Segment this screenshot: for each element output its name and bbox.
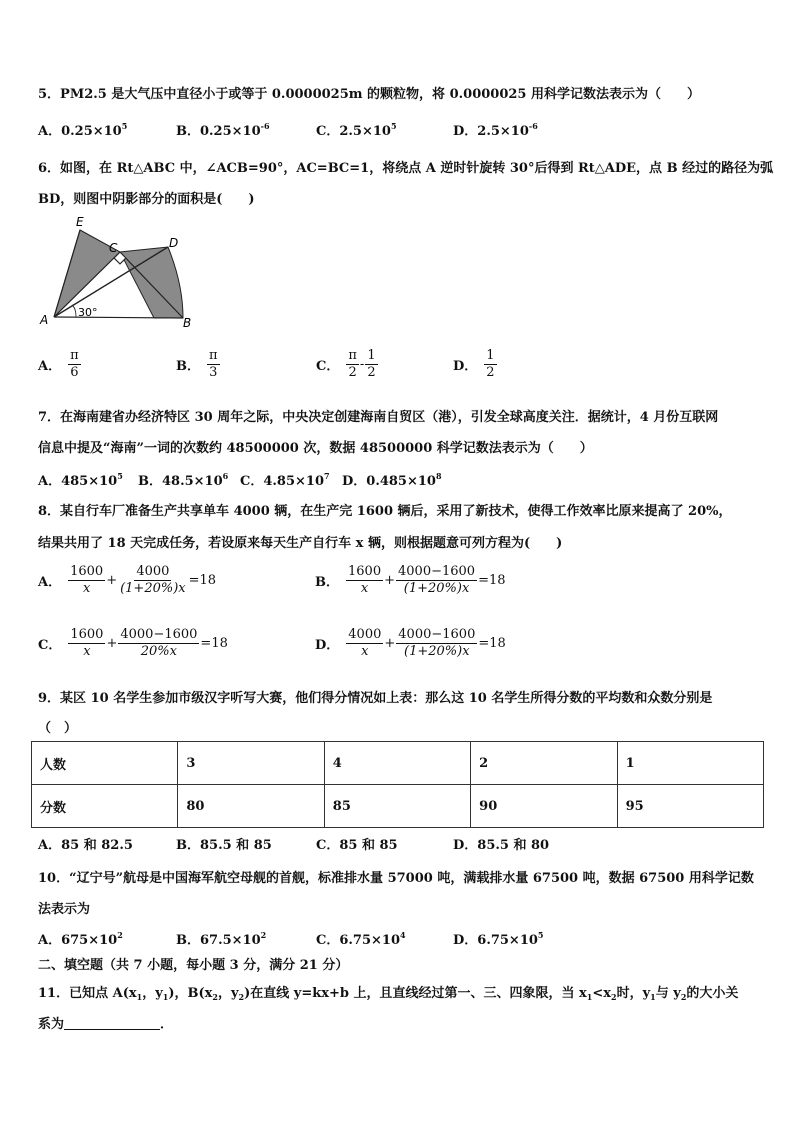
label-angle: 30° — [78, 306, 98, 319]
q6-option-b[interactable]: B． $\frac{\pi}{3}$ — [176, 348, 218, 381]
table-row — [32, 742, 764, 785]
q8-option-d[interactable]: D． $\frac{4000}{x}$ + $\frac{4000-1600}{(1+20\%)x}$ =18 — [315, 627, 506, 660]
q5-option-d[interactable]: D．$2.5\times 10^{-6}$ — [453, 121, 538, 139]
answer-blank[interactable] — [64, 1017, 160, 1030]
q11-stem-line2: 系为 ． — [38, 1017, 174, 1032]
table-cell: 85 — [324, 785, 470, 828]
q8-stem-line1: 8．某自行车厂准备生产共享单车 4000 辆，在生产完 1600 辆后，采用了新技术，使得工作效率比原来提高了 20%， — [38, 504, 732, 519]
q5-stem: 5．PM2.5 是大气压中直径小于或等于 0.0000025m 的颗粒物，将 0.0000025 用科学记数法表示为（ ） — [38, 87, 700, 102]
table-cell: 人数 — [32, 742, 178, 785]
table-cell: 80 — [178, 785, 324, 828]
table-row — [32, 785, 764, 828]
q6-stem-line2: BD，则图中阴影部分的面积是( ) — [38, 192, 255, 207]
table-cell: 2 — [471, 742, 617, 785]
q5-option-b[interactable]: B．$0.25\times 10^{-6}$ — [176, 121, 270, 139]
table-cell: 1 — [617, 742, 763, 785]
table-cell: 分数 — [32, 785, 178, 828]
q5-option-c[interactable]: C．$2.5\times 10^5$ — [316, 121, 397, 139]
q7-option-d[interactable]: D．$0.485\times 10^8$ — [342, 471, 442, 489]
q8-option-a[interactable]: A． $\frac{1600}{x}$ + $\frac{4000}{(1+20\%)x}$ =18 — [38, 564, 217, 597]
q9-option-d[interactable]: D．85.5 和 80 — [453, 838, 550, 853]
q10-option-a[interactable]: A．$675\times 10^2$ — [38, 930, 123, 948]
q6-figure — [36, 210, 206, 330]
q6-stem-line1: 6．如图，在 Rt△ABC 中，∠ACB=90°，AC=BC=1，将绕点 A 逆时针旋转 30°后得到 Rt△ADE，点 B 经过的路径为弧 — [38, 161, 774, 176]
table-cell: 90 — [471, 785, 617, 828]
label-d: D — [169, 236, 179, 250]
angle-arc — [72, 305, 76, 317]
label-b: B — [183, 316, 192, 330]
q9-stem-line1: 9．某区 10 名学生参加市级汉字听写大赛，他们得分情况如上表：那么这 10 名学生所得分数的平均数和众数分别是 — [38, 691, 713, 706]
q9-option-c[interactable]: C．85 和 85 — [316, 838, 398, 853]
q7-option-a[interactable]: A．$485\times 10^5$ — [38, 471, 123, 489]
section-title: 二、填空题（共 7 小题，每小题 3 分，满分 21 分） — [38, 958, 349, 973]
table-cell: 4 — [324, 742, 470, 785]
q10-stem-line1: 10．“辽宁号”航母是中国海军航空母舰的首舰，标准排水量 57000 吨，满载排水量 67500 吨，数据 67500 用科学记数 — [38, 871, 754, 886]
q7-option-c[interactable]: C．$4.85\times 10^7$ — [240, 471, 330, 489]
label-a: A — [40, 313, 49, 327]
q10-option-c[interactable]: C．$6.75\times 10^4$ — [316, 930, 406, 948]
score-table — [31, 741, 764, 828]
label-e: E — [76, 215, 84, 229]
table-cell: 3 — [178, 742, 324, 785]
q7-option-b[interactable]: B．$48.5\times 10^6$ — [138, 471, 229, 489]
q7-stem-line1: 7．在海南建省办经济特区 30 周年之际，中央决定创建海南自贸区（港），引发全球高度关注．据统计，4 月份互联网 — [38, 410, 719, 425]
q10-option-b[interactable]: B．$67.5\times 10^2$ — [176, 930, 267, 948]
q8-option-c[interactable]: C． $\frac{1600}{x}$ + $\frac{4000-1600}{20\%x}$ =18 — [38, 627, 228, 660]
q6-option-c[interactable]: C． $\frac{\pi}{2}$ - $\frac{1}{2}$ — [316, 348, 376, 381]
q11-stem-line1: 11．已知点 $A(x_1$，$y_1$)，$B(x_2$，$y_2$)在直线 y=kx+b 上，且直线经过第一、三、四象限，当 $x_1<x_2$时，$y_1$与 $y_2$的大小关 — [38, 986, 739, 1002]
q9-stem-line2: （ ） — [38, 721, 78, 736]
q9-option-a[interactable]: A．85 和 82.5 — [38, 838, 133, 853]
table-cell: 95 — [617, 785, 763, 828]
q8-stem-line2: 结果共用了 18 天完成任务，若设原来每天生产自行车 x 辆，则根据题意可列方程为( ) — [38, 536, 563, 551]
q6-option-d[interactable]: D． $\frac{1}{2}$ — [453, 348, 495, 381]
q8-option-b[interactable]: B． $\frac{1600}{x}$ + $\frac{4000-1600}{(1+20\%)x}$ =18 — [315, 564, 506, 597]
q9-option-b[interactable]: B．85.5 和 85 — [176, 838, 272, 853]
q10-option-d[interactable]: D．$6.75\times 10^5$ — [453, 930, 544, 948]
q6-option-a[interactable]: A． $\frac{\pi}{6}$ — [38, 348, 79, 381]
q10-stem-line2: 法表示为 — [38, 902, 91, 917]
label-c: C — [109, 241, 118, 255]
q7-stem-line2: 信息中提及“海南”一词的次数约 48500000 次，数据 48500000 科学记数法表示为（ ） — [38, 441, 593, 456]
q5-option-a[interactable]: A．$0.25\times 10^5$ — [38, 121, 128, 139]
